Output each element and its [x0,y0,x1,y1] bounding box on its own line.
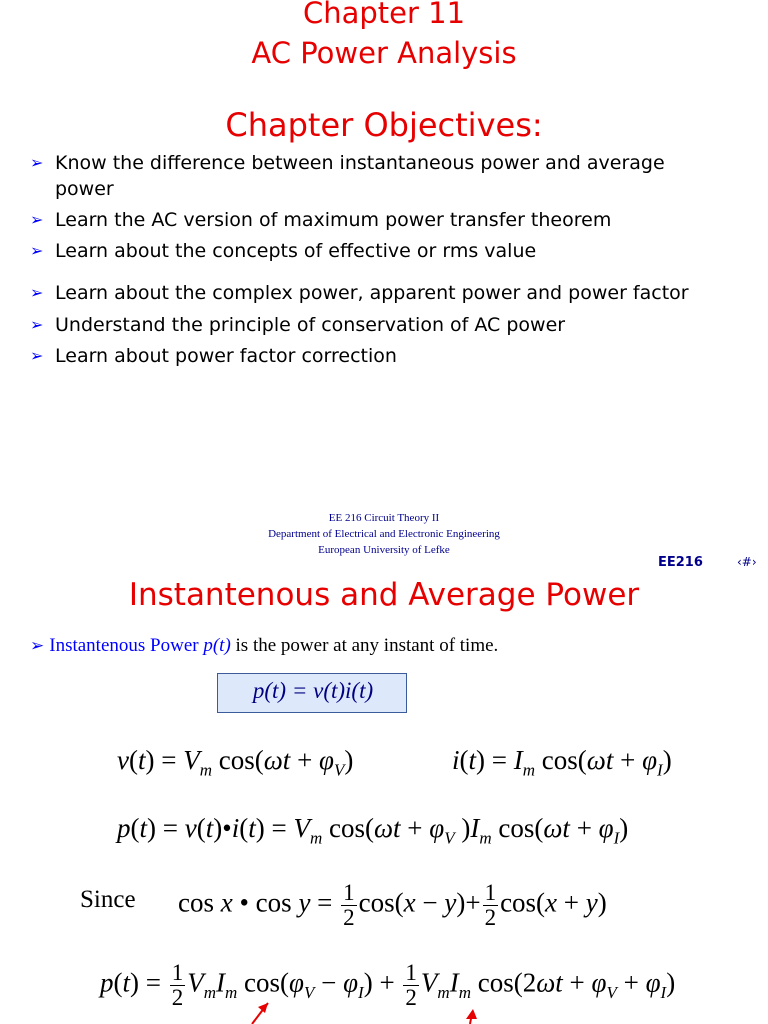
definition-bullet [30,635,498,657]
arrow-bullet-icon: ➢ [30,315,44,334]
arrow-bullet-icon: ➢ [30,346,44,365]
arrow-bullet-icon: ➢ [30,283,44,302]
list-item-text: Learn about power factor correction [55,345,397,367]
objectives-title: Chapter Objectives: [225,106,543,144]
footer-department: Department of Electrical and Electronic Engineering [268,528,500,540]
voltage-equation: $v(t) = V_m$ $\cos(\omega t + \varphi_V)$ [117,745,354,780]
list-item [30,238,710,264]
list-item-text: Learn the AC version of maximum power transfer theorem [55,209,612,231]
chapter-heading: Chapter 11 [302,0,466,30]
red-arrow-right [470,1013,472,1024]
boxed-formula [217,673,407,713]
footer-university: European University of Lefke [318,544,450,556]
arrow-bullet-icon: ➢ [30,210,44,229]
list-item-text: Know the difference between instantaneous power and average power [55,152,665,200]
power-product-equation: p(t) = v(t)•i(t) = $V_m$ $\cos(\omega t + \varphi_V$ )$I_m$ $\cos(\omega t + \varphi_I)$ [117,813,629,848]
footer-course: EE 216 Circuit Theory II [328,512,440,524]
instantaneous-power-expansion: p(t) = $\frac{1}{2}$ $V_mI_m$ $\cos(\varphi_V - \varphi_I)$ + $\frac{1}{2}$ $V_mI_m$ $\cos(2\omega t + \varphi_V + \varphi_I)$ [100,960,676,1010]
arrowhead-icon [466,1009,477,1019]
boxed-formula-text: p(t) = v(t)i(t) [252,678,374,703]
list-item [30,207,710,233]
bullet-definition: is the power at any instant of time. [230,635,499,656]
product-to-sum-identity: cos x • cos y = $\frac{1}{2}$ cos(x − y)+ $\frac{1}{2}$ cos(x + y) [178,880,607,930]
list-item [30,280,710,306]
current-equation: $i(t) = I_m$ $\cos(\omega t + \varphi_I)$ [452,745,672,780]
list-item [30,343,710,369]
arrow-bullet-icon: ➢ [30,636,45,655]
list-item [30,150,710,202]
list-item-text: Learn about the complex power, apparent power and power factor [55,282,689,304]
chapter-subtitle: AC Power Analysis [251,36,517,70]
slide-2 [0,575,768,1024]
since-label: Since [80,886,136,913]
list-item-text: Learn about the concepts of effective or rms value [55,240,537,262]
bullet-symbol: p(t) [203,635,231,656]
slide-title: Instantenous and Average Power [128,577,640,613]
arrow-bullet-icon: ➢ [30,241,44,260]
course-tag: EE216 [658,555,703,570]
list-item-text: Understand the principle of conservation of AC power [55,314,566,336]
bullet-term: Instantenous Power [49,635,204,656]
page-number: ‹#› [737,555,757,569]
list-item [30,312,710,338]
arrow-bullet-icon: ➢ [30,153,44,172]
